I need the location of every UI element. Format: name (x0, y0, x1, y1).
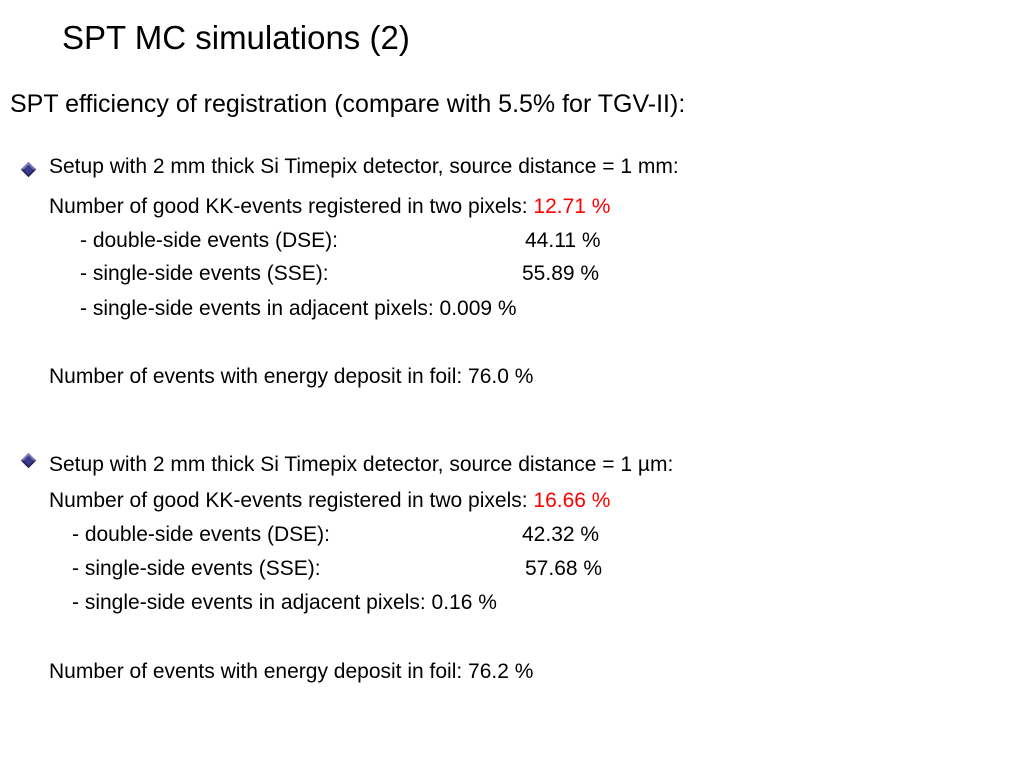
slide-subtitle: SPT efficiency of registration (compare with 5.5% for TGV-II): (10, 90, 686, 118)
dse-value: 42.32 % (522, 523, 600, 546)
setup-text: Setup with 2 mm thick Si Timepix detector, source distance = 1 µm: (49, 453, 674, 476)
good-events-line (49, 486, 610, 516)
good-events-value: 16.66 % (533, 489, 611, 512)
sse-value: 55.89 % (522, 262, 600, 285)
diamond-bullet-icon (21, 162, 37, 178)
adjacent-events-line: - single-side events in adjacent pixels: 0.16 % (72, 591, 497, 614)
adjacent-events-line: - single-side events in adjacent pixels: 0.009 % (80, 297, 517, 320)
dse-label: - double-side events (DSE): (72, 523, 330, 546)
slide-title: SPT MC simulations (2) (62, 19, 410, 56)
setup-text: Setup with 2 mm thick Si Timepix detector, source distance = 1 mm: (49, 155, 679, 178)
dse-label: - double-side events (DSE): (80, 229, 338, 252)
good-events-label: Number of good KK-events registered in two pixels: (49, 195, 534, 218)
dse-value: 44.11 % (525, 229, 601, 252)
good-events-value: 12.71 % (533, 195, 611, 218)
sse-value: 57.68 % (525, 557, 603, 580)
sse-label: - single-side events (SSE): (72, 557, 321, 580)
diamond-bullet-icon (21, 453, 37, 469)
good-events-label: Number of good KK-events registered in two pixels: (49, 489, 534, 512)
good-events-line (49, 192, 610, 222)
foil-deposit-line: Number of events with energy deposit in foil: 76.0 % (49, 365, 534, 388)
foil-deposit-line: Number of events with energy deposit in foil: 76.2 % (49, 660, 534, 683)
sse-label: - single-side events (SSE): (80, 262, 329, 285)
